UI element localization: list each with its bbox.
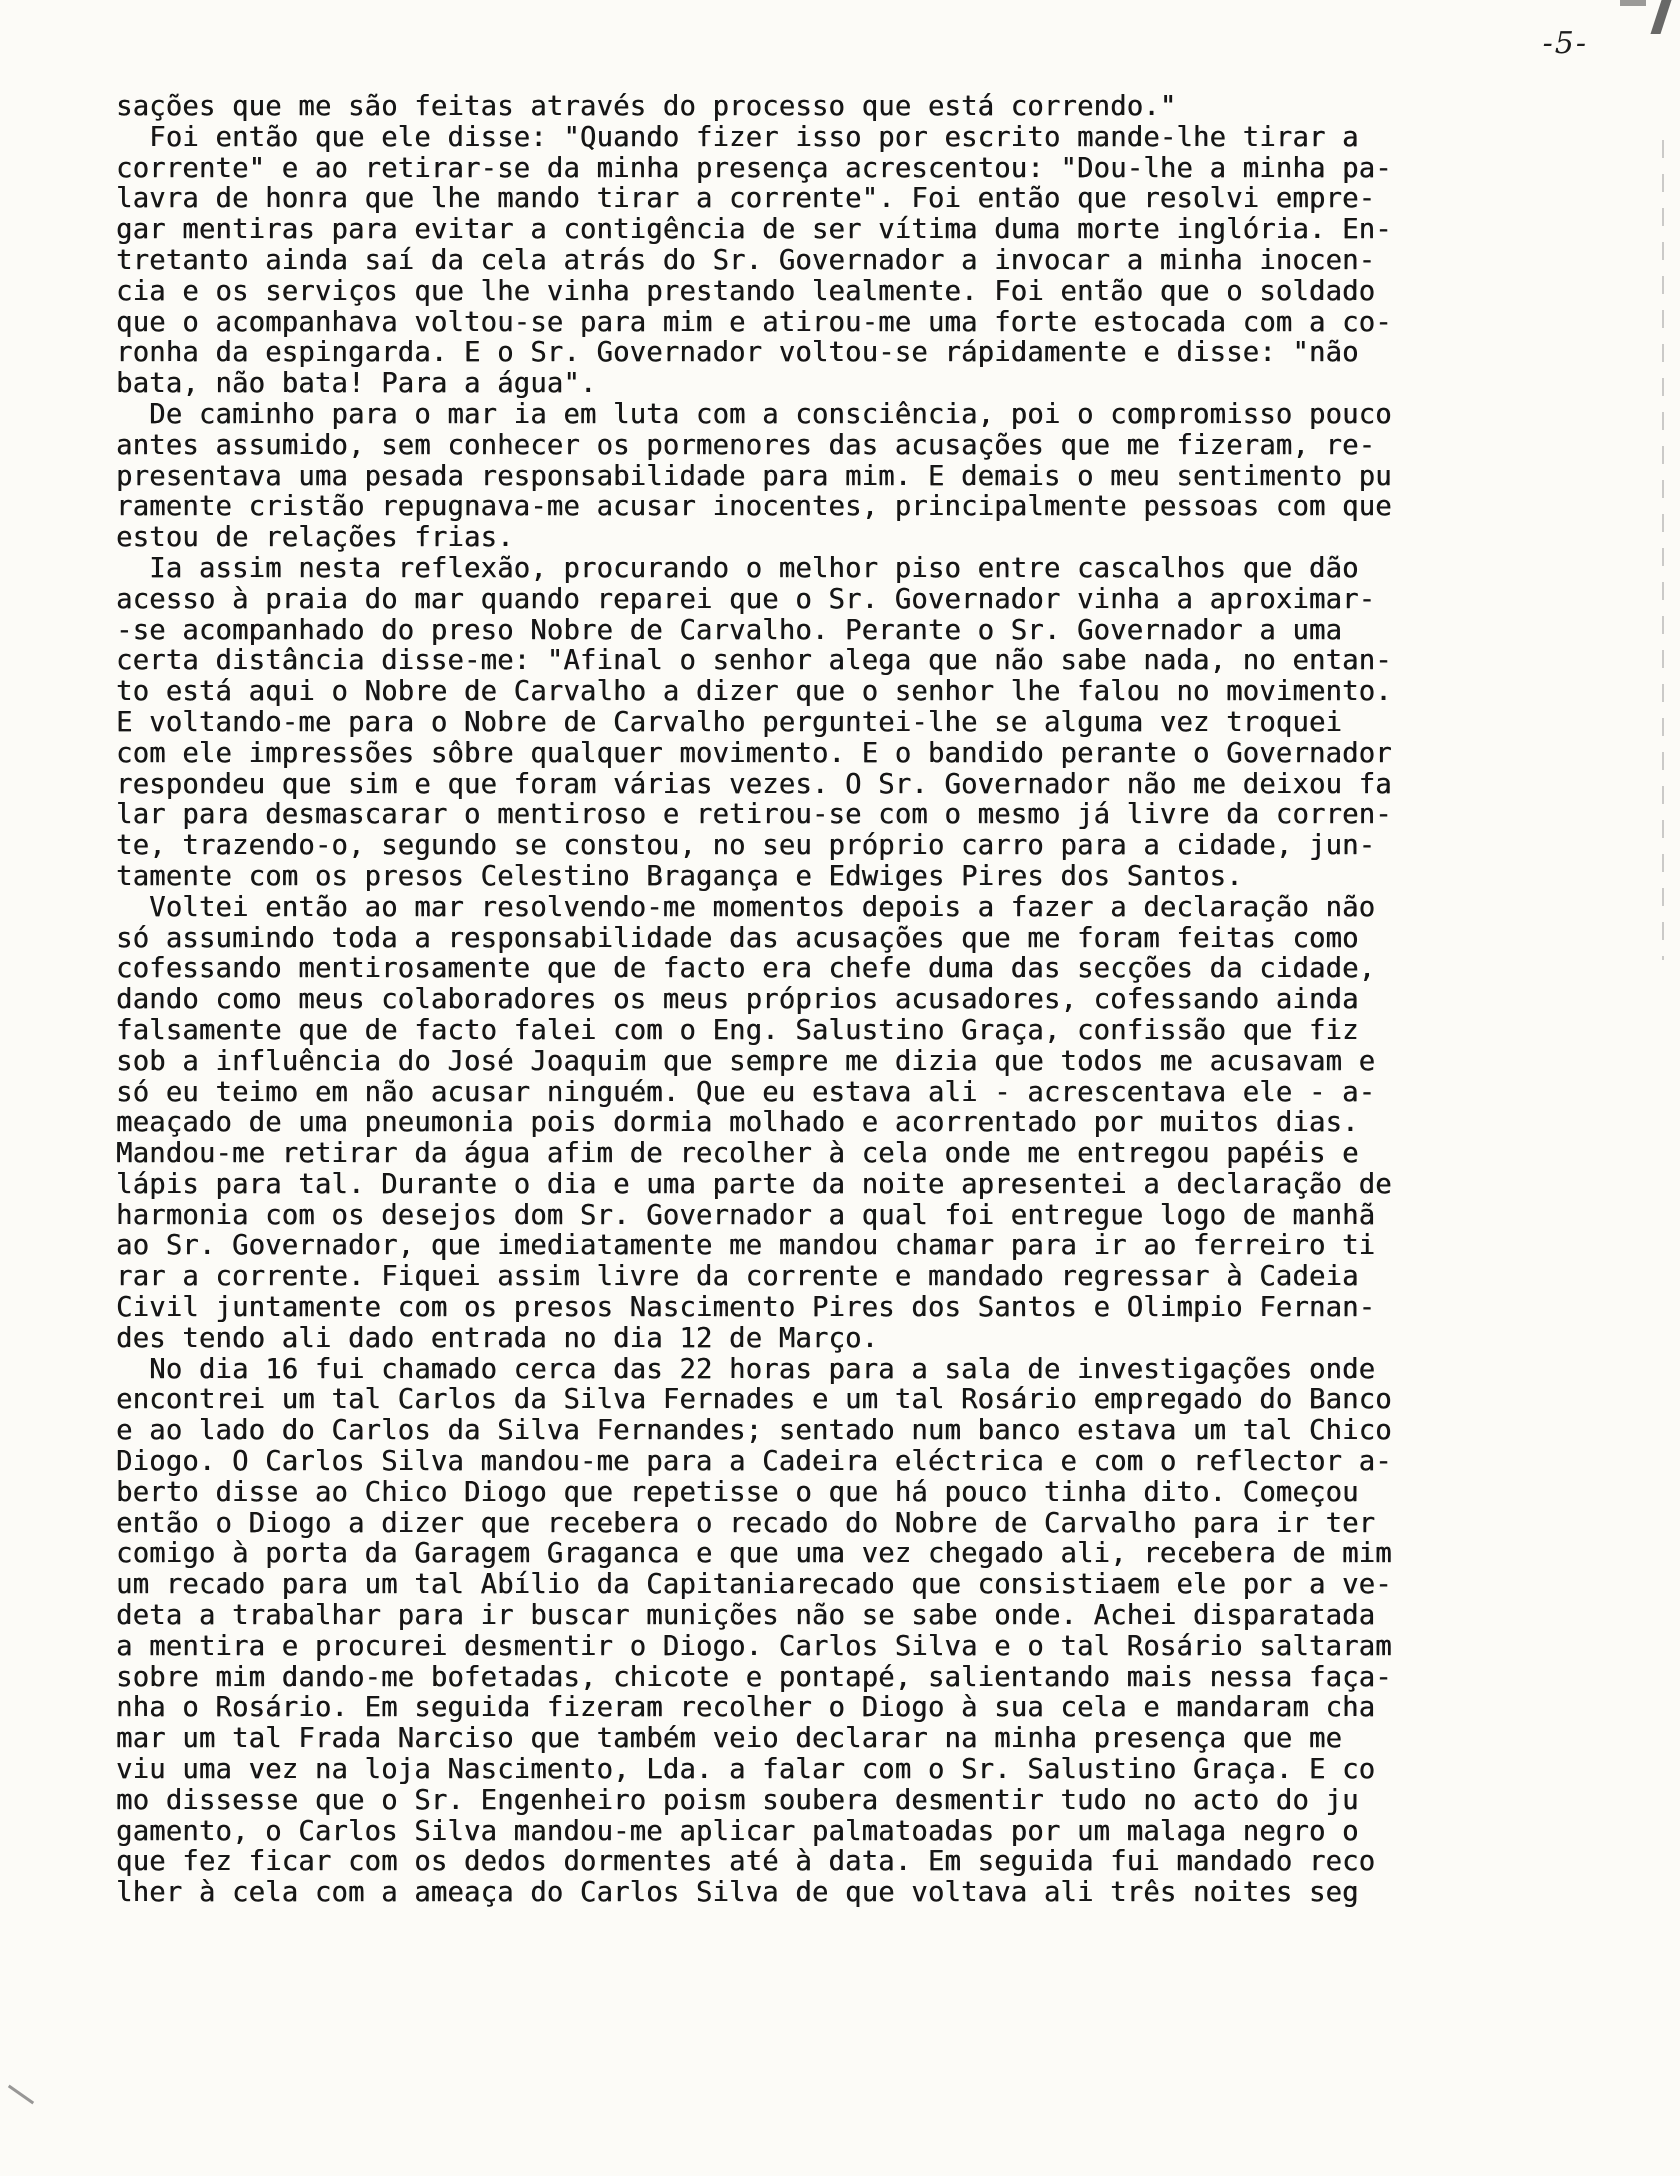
- text-line: sob a influência do José Joaquim que sempre me dizia que todos me acusavam e: [116, 1045, 1376, 1077]
- text-line: tamente com os presos Celestino Bragança e Edwiges Pires dos Santos.: [116, 860, 1243, 892]
- text-line: mo dissesse que o Sr. Engenheiro poism soubera desmentir tudo no acto do ju: [116, 1784, 1359, 1816]
- text-line: falsamente que de facto falei com o Eng. Salustino Graça, confissão que fiz: [116, 1014, 1359, 1046]
- text-line: -se acompanhado do preso Nobre de Carvalho. Perante o Sr. Governador a uma: [116, 614, 1343, 646]
- text-line: mar um tal Frada Narciso que também veio declarar na minha presença que me: [116, 1723, 1343, 1755]
- text-line: a mentira e procurei desmentir o Diogo. Carlos Silva e o tal Rosário saltaram: [116, 1630, 1392, 1662]
- text-line: Civil juntamente com os presos Nascimento Pires dos Santos e Olimpio Fernan-: [116, 1292, 1376, 1324]
- text-line: respondeu que sim e que foram várias vezes. O Sr. Governador não me deixou fa: [116, 768, 1392, 800]
- text-line: que o acompanhava voltou-se para mim e atirou-me uma forte estocada com a co-: [116, 306, 1392, 338]
- text-line: só assumindo toda a responsabilidade das acusações que me foram feitas como: [116, 922, 1359, 954]
- text-line: des tendo ali dado entrada no dia 12 de Março.: [116, 1322, 879, 1354]
- text-line: lar para desmascarar o mentiroso e retirou-se com o mesmo já livre da corren-: [116, 799, 1392, 831]
- text-line: ao Sr. Governador, que imediatamente me mandou chamar para ir ao ferreiro ti: [116, 1230, 1376, 1262]
- text-line: De caminho para o mar ia em luta com a consciência, poi o compromisso pouco: [116, 398, 1392, 430]
- text-line: tretanto ainda saí da cela atrás do Sr. Governador a invocar a minha inocen-: [116, 244, 1376, 276]
- text-line: então o Diogo a dizer que recebera o recado do Nobre de Carvalho para ir ter: [116, 1507, 1376, 1539]
- text-line: dando como meus colaboradores os meus próprios acusadores, cofessando ainda: [116, 984, 1359, 1016]
- corner-scratch: [8, 2085, 34, 2105]
- text-line: cofessando mentirosamente que de facto era chefe duma das secções da cidade,: [116, 953, 1376, 985]
- text-line: nha o Rosário. Em seguida fizeram recolher o Diogo à sua cela e mandaram cha: [116, 1692, 1376, 1724]
- text-line: acesso à praia do mar quando reparei que o Sr. Governador vinha a aproximar-: [116, 583, 1376, 615]
- text-line: bata, não bata! Para a água".: [116, 368, 597, 400]
- text-line: lápis para tal. Durante o dia e uma parte da noite apresentei a declaração de: [116, 1168, 1392, 1200]
- text-line: te, trazendo-o, segundo se constou, no seu próprio carro para a cidade, jun-: [116, 830, 1376, 862]
- text-line: antes assumido, sem conhecer os pormenores das acusações que me fizeram, re-: [116, 429, 1376, 461]
- text-line: corrente" e ao retirar-se da minha presença acrescentou: "Dou-lhe a minha pa-: [116, 152, 1392, 184]
- text-line: gar mentiras para evitar a contigência de ser vítima duma morte inglória. En-: [116, 214, 1392, 246]
- text-line: gamento, o Carlos Silva mandou-me aplicar palmatoadas por um malaga negro o: [116, 1815, 1359, 1847]
- text-line: berto disse ao Chico Diogo que repetisse o que há pouco tinha dito. Começou: [116, 1476, 1359, 1508]
- text-line: lavra de honra que lhe mando tirar a corrente". Foi então que resolvi empre-: [116, 183, 1376, 215]
- text-line: to está aqui o Nobre de Carvalho a dizer que o senhor lhe falou no movimento.: [116, 676, 1392, 708]
- text-line: E voltando-me para o Nobre de Carvalho perguntei-lhe se alguma vez troquei: [116, 706, 1343, 738]
- text-line: sações que me são feitas através do processo que está correndo.": [116, 91, 1177, 122]
- text-line: com ele impressões sôbre qualquer movimento. E o bandido perante o Governador: [116, 737, 1392, 769]
- text-line: sobre mim dando-me bofetadas, chicote e pontapé, salientando mais nessa faça-: [116, 1661, 1392, 1693]
- text-line: meaçado de uma pneumonia pois dormia molhado e acorrentado por muitos dias.: [116, 1107, 1359, 1139]
- staple-mark: [1650, 0, 1671, 34]
- text-line: lher à cela com a ameaça do Carlos Silva de que voltava ali três noites seg: [116, 1877, 1359, 1909]
- text-line: harmonia com os desejos dom Sr. Governador a qual foi entregue logo de manhã: [116, 1199, 1376, 1231]
- text-line: Mandou-me retirar da água afim de recolher à cela onde me entregou papéis e: [116, 1138, 1359, 1170]
- text-line: certa distância disse-me: "Afinal o senhor alega que não sabe nada, no entan-: [116, 645, 1392, 677]
- text-line: comigo à porta da Garagem Graganca e que uma vez chegado ali, recebera de mim: [116, 1538, 1392, 1570]
- text-line: Ia assim nesta reflexão, procurando o melhor piso entre cascalhos que dão: [116, 552, 1359, 584]
- text-line: presentava uma pesada responsabilidade para mim. E demais o meu sentimento pu: [116, 460, 1392, 492]
- text-line: deta a trabalhar para ir buscar munições não se sabe onde. Achei disparatada: [116, 1600, 1376, 1632]
- typed-letter-body: [116, 92, 1646, 1909]
- text-line: que fez ficar com os dedos dormentes até à data. Em seguida fui mandado reco: [116, 1846, 1376, 1878]
- margin-edge: [1662, 140, 1664, 960]
- text-line: Diogo. O Carlos Silva mandou-me para a Cadeira eléctrica e com o reflector a-: [116, 1446, 1392, 1478]
- corner-smudge: [1620, 0, 1646, 6]
- text-line: um recado para um tal Abílio da Capitaniarecado que consistiaem ele por a ve-: [116, 1569, 1392, 1601]
- text-line: Foi então que ele disse: "Quando fizer isso por escrito mande-lhe tirar a: [116, 121, 1359, 153]
- text-line: cia e os serviços que lhe vinha prestando lealmente. Foi então que o soldado: [116, 275, 1376, 307]
- text-line: ramente cristão repugnava-me acusar inocentes, principalmente pessoas com que: [116, 491, 1392, 523]
- text-line: ronha da espingarda. E o Sr. Governador voltou-se rápidamente e disse: "não: [116, 337, 1359, 369]
- text-line: rar a corrente. Fiquei assim livre da corrente e mandado regressar à Cadeia: [116, 1261, 1359, 1293]
- page-number: -5-: [1542, 26, 1588, 61]
- text-line: só eu teimo em não acusar ninguém. Que eu estava ali - acrescentava ele - a-: [116, 1076, 1376, 1108]
- text-line: Voltei então ao mar resolvendo-me momentos depois a fazer a declaração não: [116, 891, 1376, 923]
- text-line: e ao lado do Carlos da Silva Fernandes; sentado num banco estava um tal Chico: [116, 1415, 1392, 1447]
- text-line: No dia 16 fui chamado cerca das 22 horas para a sala de investigações onde: [116, 1353, 1376, 1385]
- text-line: estou de relações frias.: [116, 522, 514, 554]
- text-line: encontrei um tal Carlos da Silva Fernades e um tal Rosário empregado do Banco: [116, 1384, 1392, 1416]
- text-line: viu uma vez na loja Nascimento, Lda. a falar com o Sr. Salustino Graça. E co: [116, 1754, 1376, 1786]
